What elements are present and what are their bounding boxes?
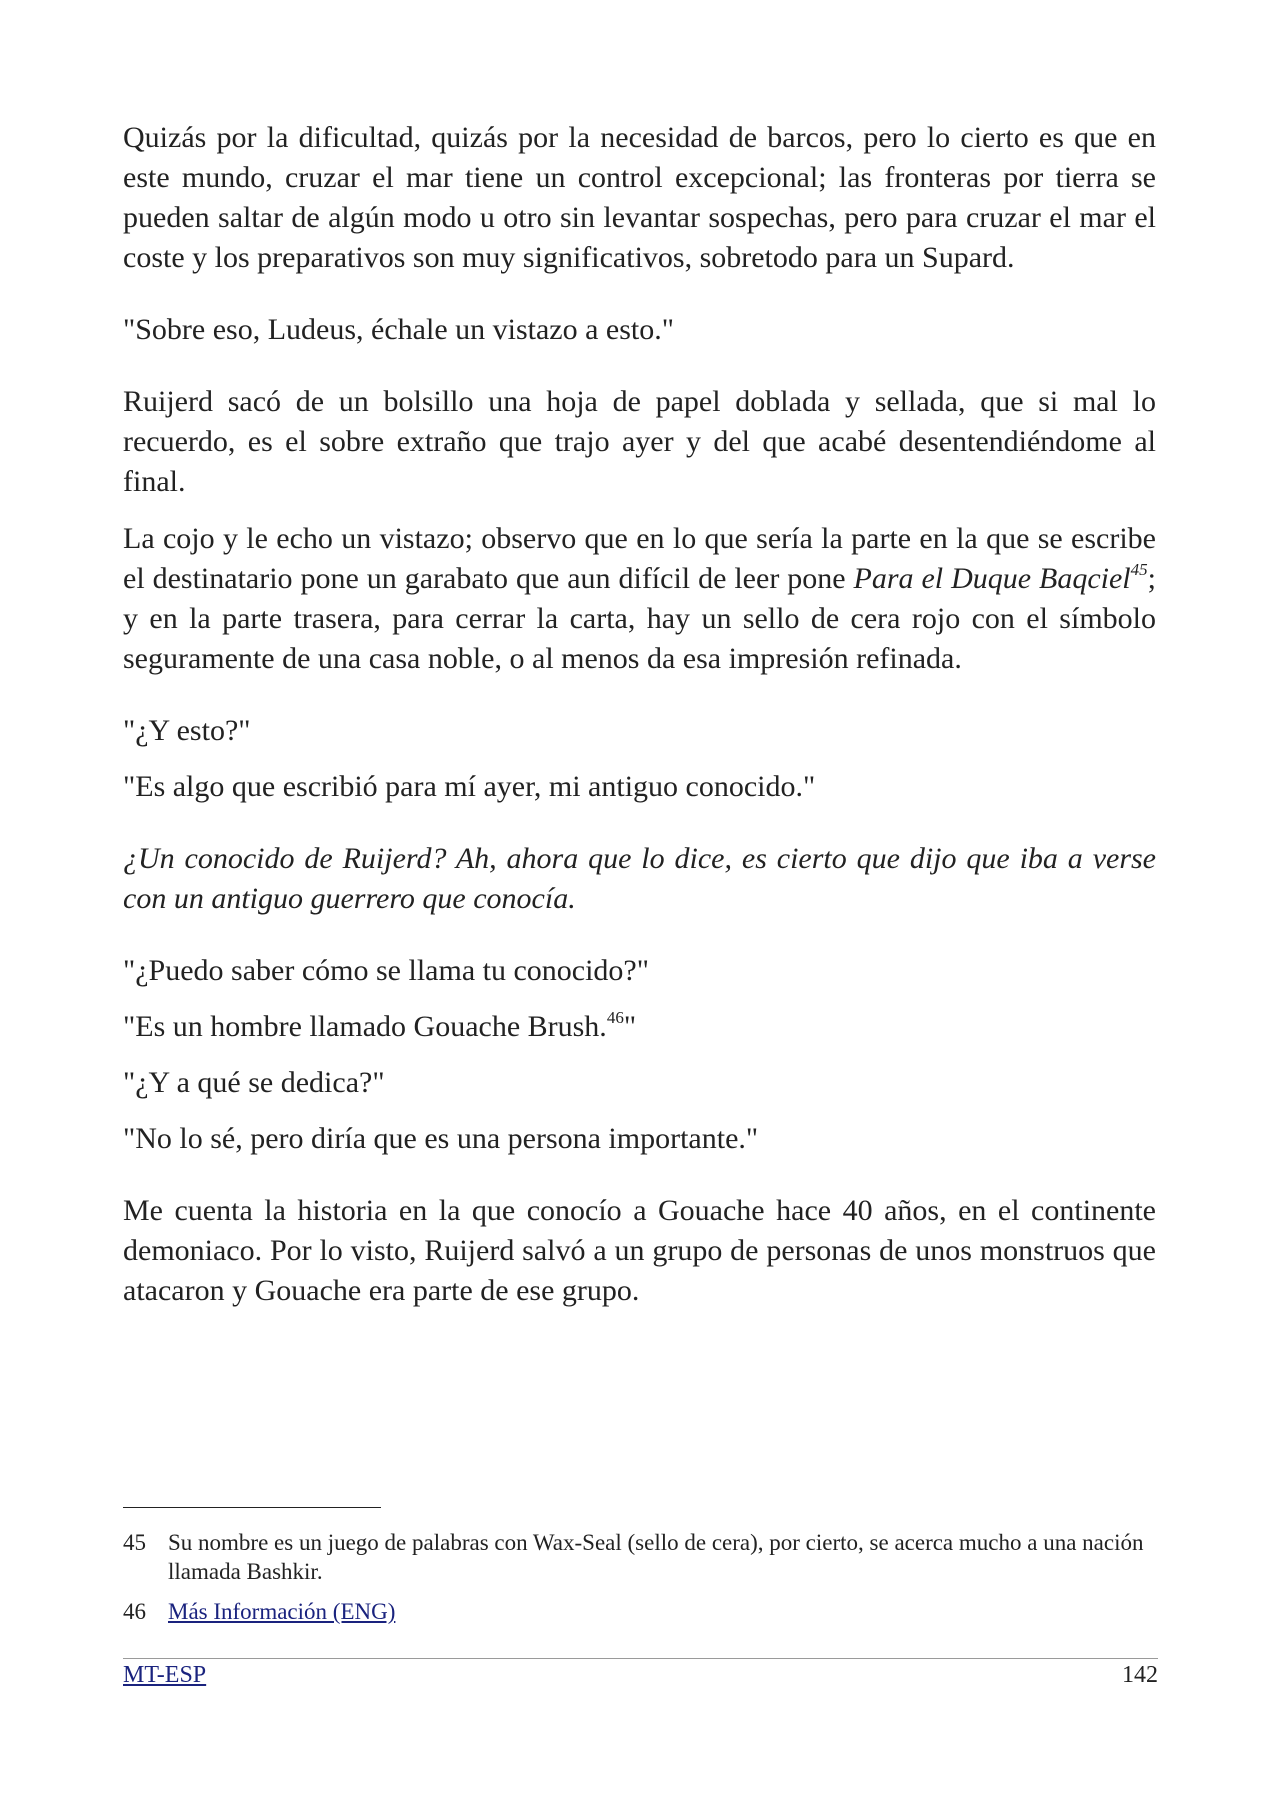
- page-footer: [123, 1660, 1158, 1690]
- dialogue-line: "¿Y esto?": [123, 714, 251, 747]
- page-number: 142: [1122, 1662, 1158, 1688]
- dialogue-line: "¿Y a qué se dedica?": [123, 1066, 385, 1099]
- footer-site-link[interactable]: MT-ESP: [123, 1662, 207, 1688]
- dialogue-line: [123, 1007, 1156, 1047]
- footnote-46: [123, 1597, 1158, 1626]
- footnote-ref-45[interactable]: 45: [1130, 560, 1148, 579]
- paragraph: Me cuenta la historia en la que conocío a Gouache hace 40 años, en el continente demoniaco. Por lo visto, Ruijerd salvó a un grupo de personas de unos monstruos que atacaron y Gouache era parte de ese grupo.: [123, 1194, 1156, 1307]
- footnote-45: [123, 1528, 1158, 1586]
- footnote-text: Su nombre es un juego de palabras con Wax-Seal (sello de cera), por cierto, se acerca mucho a una nación llamada Bashkir.: [168, 1530, 1144, 1584]
- footnotes: [123, 1528, 1158, 1626]
- addressee-italic: Para el Duque Baqciel: [853, 562, 1131, 595]
- paragraph: Quizás por la dificultad, quizás por la necesidad de barcos, pero lo cierto es que en este mundo, cruzar el mar tiene un control excepcional; las fronteras por tierra se pueden saltar de algún modo u otro sin levantar sospechas, pero para cruzar el mar el coste y los preparativos son muy significativos, sobretodo para un Supard.: [123, 121, 1156, 274]
- footnote-number: 46: [123, 1599, 146, 1624]
- paragraph-text: ; y en la parte trasera, para cerrar la carta, hay un sello de cera rojo con el símbolo seguramente de una casa noble, o al menos da esa impresión refinada.: [123, 562, 1156, 675]
- footnote-number: 45: [123, 1530, 146, 1555]
- dialogue-line: "¿Puedo saber cómo se llama tu conocido?": [123, 954, 649, 987]
- inner-thought: ¿Un conocido de Ruijerd? Ah, ahora que lo dice, es cierto que dijo que iba a verse con un antiguo guerrero que conocía.: [123, 842, 1156, 915]
- dialogue-line: "Sobre eso, Ludeus, échale un vistazo a esto.": [123, 313, 675, 346]
- paragraph-text: La cojo y le echo un vistazo; observo que en lo que sería la parte en la que se escribe el destinatario pone un garabato que aun difícil de leer pone: [123, 522, 1156, 595]
- dialogue-line: "No lo sé, pero diría que es una persona importante.": [123, 1122, 759, 1155]
- paragraph: [123, 519, 1156, 679]
- dialogue-text: ": [623, 1010, 637, 1043]
- footnote-ref-46[interactable]: 46: [606, 1008, 624, 1027]
- footnote-separator: [123, 1507, 381, 1508]
- dialogue-text: "Es un hombre llamado Gouache Brush.: [123, 1010, 607, 1043]
- footer-separator: [123, 1658, 1158, 1659]
- paragraph: Ruijerd sacó de un bolsillo una hoja de papel doblada y sellada, que si mal lo recuerdo, es el sobre extraño que trajo ayer y del que acabé desentendiéndome al final.: [123, 385, 1156, 498]
- page-body: [123, 118, 1156, 1311]
- dialogue-line: "Es algo que escribió para mí ayer, mi antiguo conocido.": [123, 770, 816, 803]
- more-info-link[interactable]: Más Información (ENG): [168, 1599, 396, 1624]
